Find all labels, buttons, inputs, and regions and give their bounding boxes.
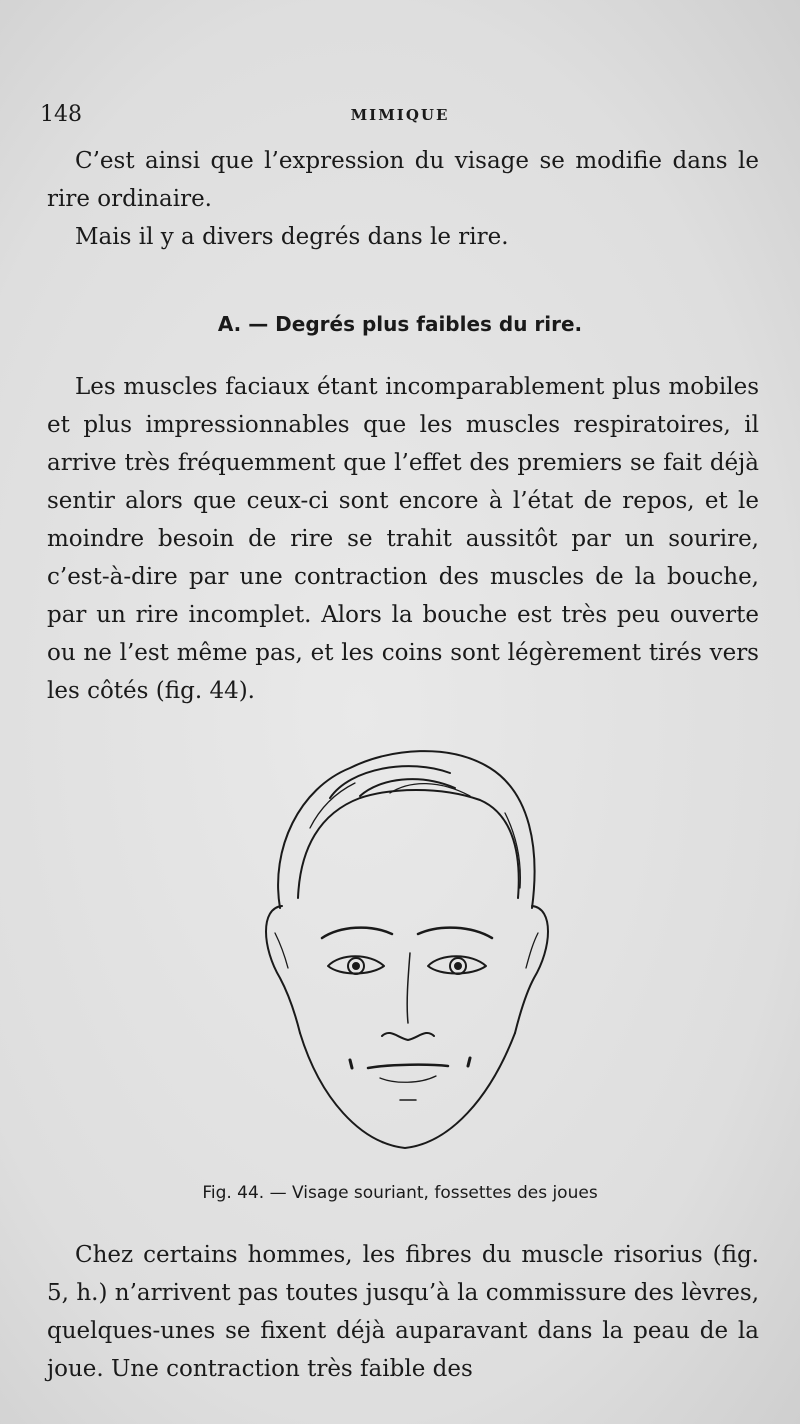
figure-caption: Fig. 44. — Visage souriant, fossettes des joues — [202, 1183, 598, 1203]
intro-text — [47, 142, 759, 256]
paragraph-4: Chez certains hommes, les fibres du muscle risorius (fig. 5, h.) n’arrivent pas toutes jusqu’à la commissure des lèvres, quelques-unes se fixent déjà auparavant dans la peau de la joue. Une contraction très faible des — [47, 1242, 759, 1382]
page-header — [40, 100, 760, 130]
section-heading: A. — Degrés plus faibles du rire. — [217, 312, 583, 336]
running-head: MIMIQUE — [350, 106, 450, 124]
page-number: 148 — [40, 102, 82, 127]
paragraph-2: Mais il y a divers degrés dans le rire. — [75, 224, 509, 250]
figure-44-smiling-face — [240, 738, 570, 1158]
body-text — [47, 368, 759, 710]
smiling-face-illustration — [240, 738, 570, 1158]
continuation-text — [47, 1236, 759, 1388]
paragraph-3: Les muscles faciaux étant incomparablement plus mobiles et plus impressionnables que les muscles respiratoires, il arrive très fréquemment que l’effet des premiers se fait déjà sentir alors que ceux-ci sont encore à l’état de repos, et le moindre besoin de rire se trahit aussitôt par un sourire, c’est-à-dire par une contraction des muscles de la bouche, par un rire incomplet. Alors la bouche est très peu ouverte ou ne l’est même pas, et les coins sont légèrement tirés vers les côtés (fig. 44). — [47, 374, 759, 704]
paragraph-1: C’est ainsi que l’expression du visage se modifie dans le rire ordinaire. — [47, 148, 759, 212]
